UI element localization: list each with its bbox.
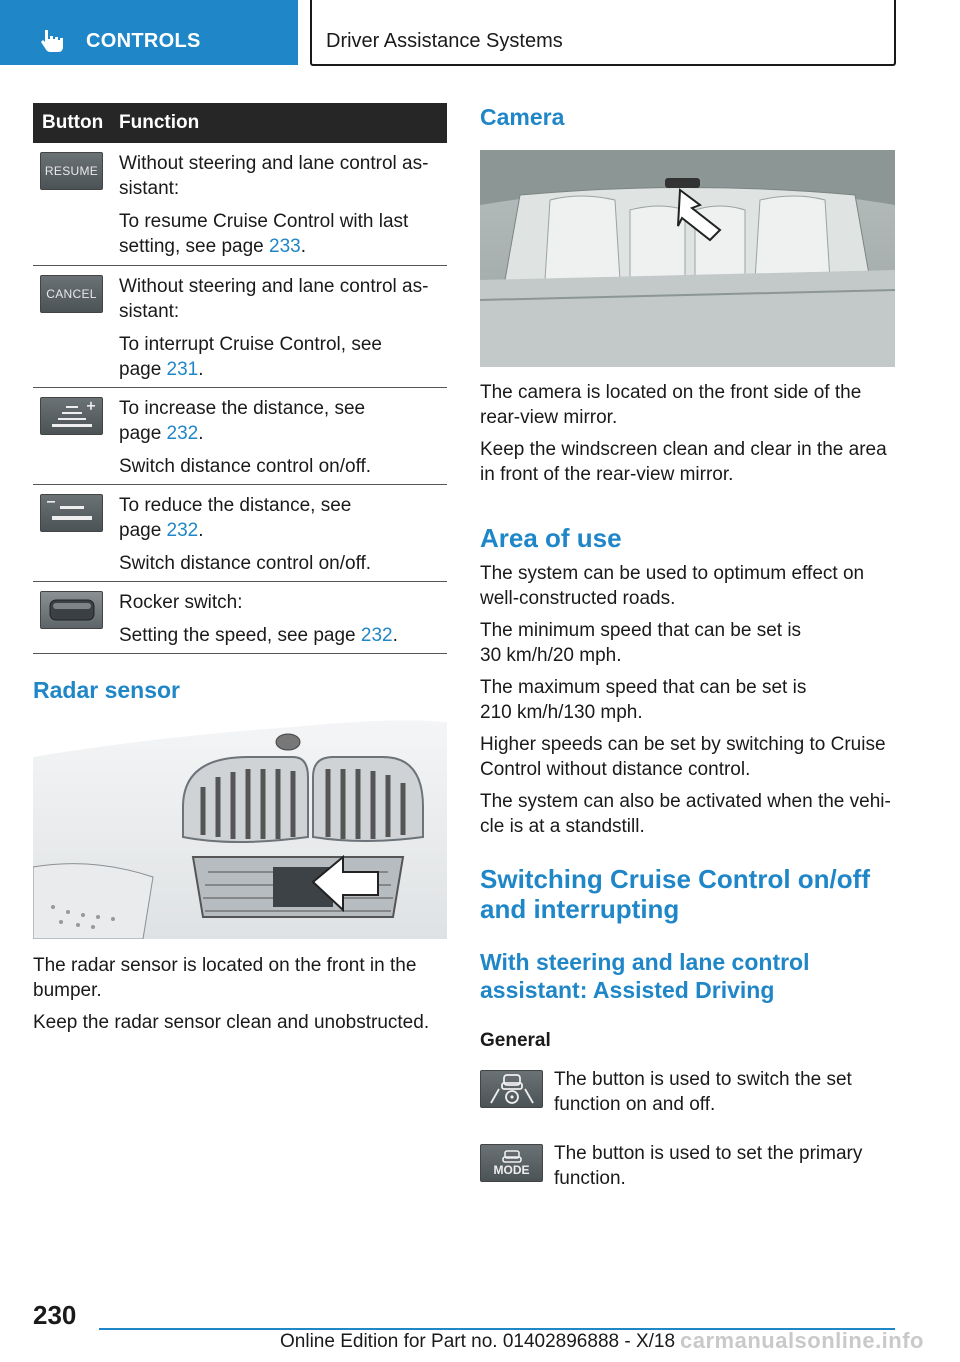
cancel-button-image: [40, 275, 103, 313]
camera-paragraph-1: The camera is located on the front side of the rear-view mirror.: [480, 382, 862, 428]
interior-windscreen-image: [480, 150, 895, 367]
table-row: [33, 582, 447, 654]
button-function-table: [33, 103, 447, 654]
area-paragraph-4: Higher speeds can be set by switching to Cruise Control without distance control.: [480, 734, 886, 780]
area-of-use-text: [480, 561, 895, 839]
table-row: [33, 266, 447, 388]
cancel-button-label: CANCEL: [46, 287, 97, 301]
distance-reduce-button-image: [40, 494, 103, 532]
camera-heading: Camera: [480, 104, 565, 130]
car-front-icon: [500, 1150, 524, 1164]
chapter-header: [310, 0, 896, 66]
switching-heading: Switching Cruise Control on/off and interrupting: [480, 864, 870, 924]
row-function-text: [119, 493, 447, 576]
distance-reduce-icon: [44, 498, 100, 528]
page-link[interactable]: 232: [166, 423, 199, 444]
pointing-hand-icon: [38, 26, 66, 54]
resume-button-label: RESUME: [44, 164, 99, 178]
row-line: To reduce the distance, see page 232.: [119, 495, 352, 541]
row-line: Without steering and lane control as-sistant:: [119, 276, 429, 322]
row-function-text: [119, 396, 447, 479]
area-of-use-heading: Area of use: [480, 523, 622, 553]
area-paragraph-3: The maximum speed that can be set is 210 km/h/130 mph.: [480, 677, 807, 723]
area-paragraph-1: The system can be used to optimum effect on well-constructed roads.: [480, 563, 865, 609]
row-line: Switch distance control on/off.: [119, 456, 372, 477]
radar-sensor-illustration: [33, 717, 447, 939]
area-paragraph-2: The minimum speed that can be set is 30 km/h/20 mph.: [480, 620, 802, 666]
edition-text: Online Edition for Part no. 01402896888 - X/18: [280, 1331, 676, 1352]
row-line: Switch distance control on/off.: [119, 553, 372, 574]
row-line: Setting the speed, see page 232.: [119, 625, 398, 646]
rocker-switch-image: [40, 591, 103, 629]
camera-illustration: [480, 150, 895, 367]
radar-sensor-text: [33, 953, 447, 1035]
resume-button-image: [40, 152, 103, 190]
radar-paragraph-2: Keep the radar sensor clean and unobstructed.: [33, 1012, 430, 1033]
distance-increase-icon: [44, 401, 100, 431]
distance-increase-button-image: [40, 397, 103, 435]
assisted-driving-subheading: With steering and lane control assistant: Assisted Driving: [480, 949, 810, 1003]
page-link[interactable]: 231: [166, 359, 199, 380]
steering-assist-button-image: [480, 1070, 543, 1108]
table-row: [33, 485, 447, 582]
general-item-1: The button is used to switch the set function on and off.: [554, 1069, 852, 1115]
table-row: [33, 388, 447, 485]
mode-button-image: [480, 1144, 543, 1182]
table-row: [33, 143, 447, 266]
area-paragraph-5: The system can also be activated when the vehi-cle is at a standstill.: [480, 791, 891, 837]
general-label: General: [480, 1030, 551, 1051]
row-function-text: [119, 151, 447, 259]
general-item-2: The button is used to set the primary function.: [554, 1143, 863, 1189]
camera-text: [480, 380, 895, 487]
mode-button-label: MODE: [493, 1163, 530, 1177]
radar-sensor-heading: Radar sensor: [33, 677, 181, 703]
car-front-grille-image: [33, 717, 447, 939]
column-header-function: Function: [119, 112, 200, 133]
rocker-switch-icon: [44, 595, 100, 625]
row-function-text: [119, 590, 447, 648]
row-line: Without steering and lane control as-sistant:: [119, 153, 429, 199]
row-line: Rocker switch:: [119, 592, 243, 613]
steering-assist-icon: [487, 1073, 537, 1105]
page-link[interactable]: 233: [269, 236, 301, 257]
page-number: 230: [33, 1300, 77, 1330]
row-line: To resume Cruise Control with last setting, see page 233.: [119, 211, 409, 257]
page-link[interactable]: 232: [360, 625, 393, 646]
page-link[interactable]: 232: [166, 520, 199, 541]
row-line: To increase the distance, see page 232.: [119, 398, 366, 444]
column-header-button: Button: [42, 112, 104, 133]
row-line: To interrupt Cruise Control, see page 231.: [119, 334, 382, 380]
section-tab[interactable]: [0, 0, 298, 65]
section-title: CONTROLS: [86, 30, 201, 52]
watermark: carmanualsonline.info: [680, 1328, 924, 1353]
chapter-title: Driver Assistance Systems: [326, 30, 563, 52]
camera-paragraph-2: Keep the windscreen clean and clear in the area in front of the rear-view mirror.: [480, 439, 887, 485]
radar-paragraph-1: The radar sensor is located on the front in the bumper.: [33, 955, 417, 1001]
table-header: [33, 103, 447, 143]
row-function-text: [119, 274, 447, 382]
